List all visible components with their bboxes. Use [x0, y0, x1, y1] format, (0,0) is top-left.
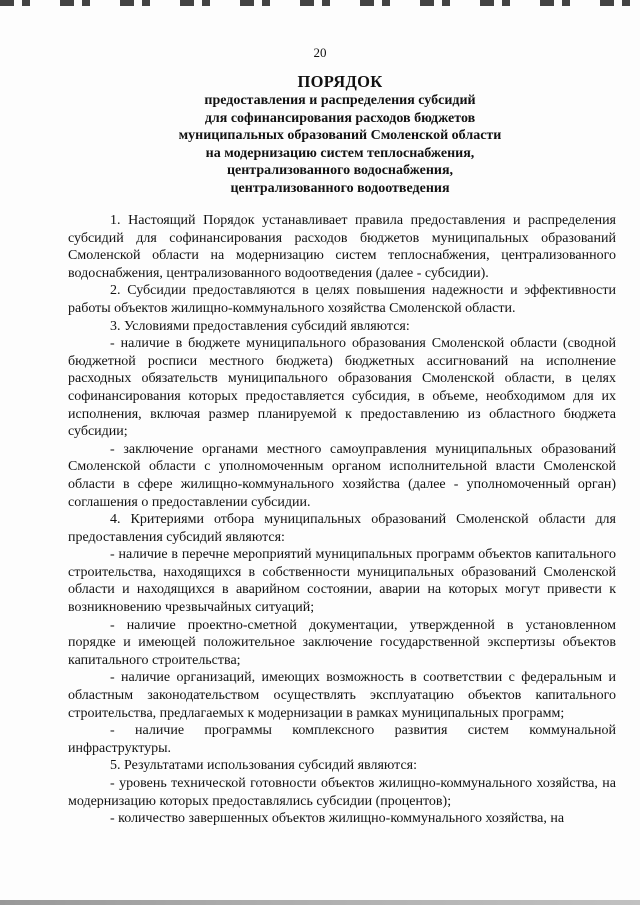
title-line: для софинансирования расходов бюджетов	[204, 110, 476, 126]
title-line: централизованного водоотведения	[230, 180, 450, 196]
paragraph: - наличие организаций, имеющих возможность в соответствии с федеральным и областным законодательством осуществлять эксплуатацию объектов капитального строительства, предлагаемых к модернизации в рамках муниципальных программ;	[68, 670, 616, 721]
title-line: централизованного водоснабжения,	[226, 163, 454, 178]
document-title	[60, 72, 620, 197]
paragraph: 5. Результатами использования субсидий являются:	[110, 758, 418, 774]
title-heading: ПОРЯДОК	[297, 72, 383, 91]
title-line: на модернизацию систем теплоснабжения,	[205, 145, 475, 161]
paragraph: - количество завершенных объектов жилищно-коммунального хозяйства, на	[110, 811, 565, 827]
paragraph: 3. Условиями предоставления субсидий являются:	[110, 318, 410, 334]
title-line: предоставления и распределения субсидий	[204, 93, 476, 108]
document-body	[68, 212, 616, 828]
scan-top-edge	[0, 0, 640, 6]
paragraph: 1. Настоящий Порядок устанавливает правила предоставления и распределения субсидий для софинансирования расходов бюджетов муниципальных образований Смоленской области на модернизацию систем теплоснабжения, централизованного водоснабжения, централизованного водоотведения (далее - субсидии).	[68, 213, 616, 281]
scan-bottom-edge	[0, 900, 640, 905]
paragraph: - заключение органами местного самоуправления муниципальных образований Смоленской области с уполномоченным органом исполнительной власти Смоленской области в сфере жилищно-коммунального хозяйства (далее - уполномоченный орган) соглашения о предоставлении субсидии.	[68, 441, 616, 510]
page-number: 20	[313, 45, 327, 60]
paragraph: 4. Критериями отбора муниципальных образований Смоленской области для предоставления субсидий являются:	[68, 512, 616, 545]
paragraph: - уровень технической готовности объектов жилищно-коммунального хозяйства, на модернизацию которых предоставлялись субсидии (процентов);	[68, 776, 616, 809]
paragraph: - наличие программы комплексного развития систем коммунальной инфраструктуры.	[68, 723, 616, 756]
title-line: муниципальных образований Смоленской области	[178, 128, 502, 143]
paragraph: - наличие проектно-сметной документации, утвержденной в установленном порядке и имеющей положительное заключение государственной экспертизы объектов капитального строительства;	[68, 617, 616, 668]
paragraph: 2. Субсидии предоставляются в целях повышения надежности и эффективности работы объектов жилищно-коммунального хозяйства Смоленской области.	[68, 283, 616, 316]
paragraph: - наличие в перечне мероприятий муниципальных программ объектов капитального строительства, находящихся в собственности муниципальных образований Смоленской области и находящихся в аварийном состоянии, аварии на которых могут привести к возникновению чрезвычайных ситуаций;	[68, 547, 616, 616]
paragraph: - наличие в бюджете муниципального образования Смоленской области (сводной бюджетной росписи местного бюджета) бюджетных ассигнований на исполнение расходных обязательств муниципального образования Смоленской области, в целях софинансирования которых предоставляется субсидия, в объеме, необходимом для их исполнения, включая размер планируемой к предоставлению из областного бюджета субсидии;	[68, 336, 616, 440]
